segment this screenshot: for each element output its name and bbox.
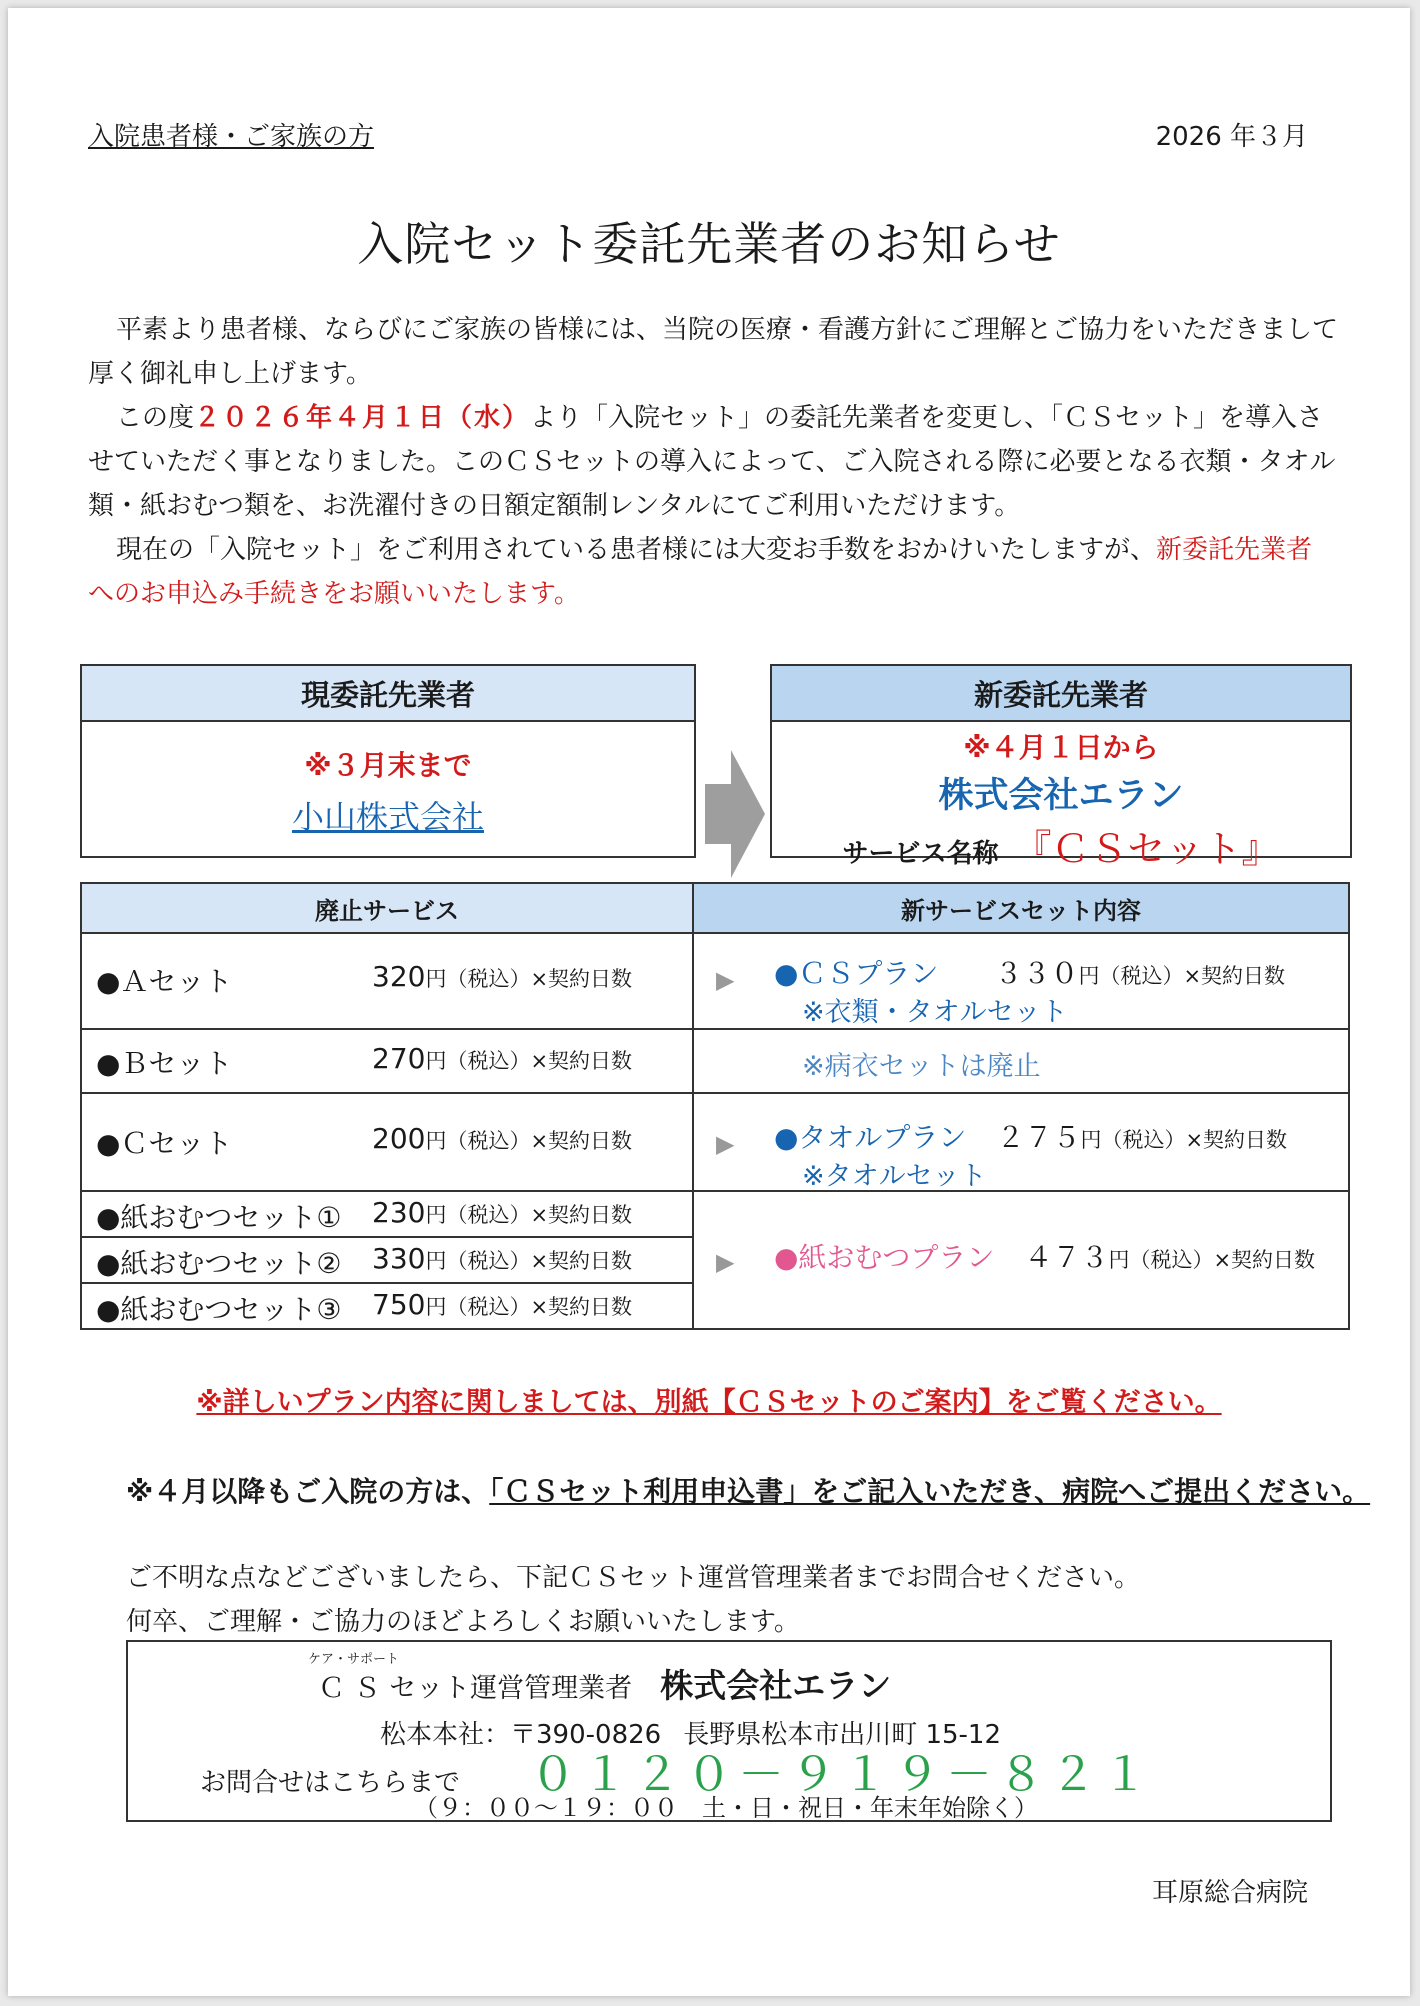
table-row: [81, 933, 1349, 1029]
service-price: [372, 1288, 632, 1321]
start-date: ２０２６年４月１日（水）: [194, 403, 531, 433]
per-day-note: ×契約日数: [1183, 964, 1286, 988]
service-name: 『ＣＳセット』: [1013, 827, 1280, 871]
service-name: ●Ａセット: [96, 965, 233, 998]
per-day-note: ×契約日数: [530, 1295, 633, 1319]
new-vendor-from: ※４月１日から: [963, 731, 1159, 764]
document-page: [8, 8, 1410, 1996]
table-row: [81, 1191, 1349, 1237]
arrow-right-icon: [705, 750, 765, 878]
postal-code: 〒390-0826: [510, 1720, 662, 1750]
price-value: 230: [372, 1196, 426, 1229]
intro-paragraph-2: [88, 396, 1338, 528]
table-row: [81, 1093, 1349, 1191]
diaper-plan-price: ４７３: [1024, 1241, 1109, 1274]
discontinued-services-heading: 廃止サービス: [81, 883, 693, 933]
tax-note: （税込）: [446, 1203, 531, 1227]
old-service-diaper-1: [81, 1191, 693, 1237]
plan-details-notice: [8, 1380, 1410, 1419]
intro-text: [88, 308, 1338, 616]
cs-label: Ｃ Ｓ: [318, 1673, 381, 1704]
service-name-label: サービス名称: [842, 839, 999, 869]
per-day-note: ×契約日数: [530, 967, 633, 991]
recipient-line: 入院患者様・ご家族の方: [88, 122, 375, 152]
table-row: [81, 1029, 1349, 1093]
yen-unit: 円: [1080, 1128, 1102, 1152]
service-name: ●紙おむつセット③: [96, 1293, 342, 1326]
yen-unit: 円: [425, 1249, 447, 1273]
service-comparison-table: [80, 882, 1350, 1330]
towel-plan-cell: [693, 1093, 1349, 1191]
application-notice: [126, 1470, 1370, 1510]
tax-note: （税込）: [446, 1049, 531, 1073]
closing-line-2: 何卒、ご理解・ご協力のほどよろしくお願いいたします。: [126, 1607, 800, 1637]
cs-plan-note: ※衣類・タオルセット: [802, 997, 1068, 1028]
intro-paragraph-1: 平素より患者様、ならびにご家族の皆様には、当院の医療・看護方針にご理解とご協力をいただきまして厚く御礼申し上げます。: [88, 315, 1339, 389]
hospital-name: 耳原総合病院: [1151, 1878, 1308, 1908]
per-day-note: ×契約日数: [530, 1049, 633, 1073]
table-header-row: [81, 883, 1349, 933]
tax-note: （税込）: [1129, 1248, 1214, 1272]
inquiry-label: お問合せはこちらまで: [200, 1768, 461, 1798]
yen-unit: 円: [425, 967, 447, 991]
price-value: 330: [372, 1242, 426, 1275]
service-name: ●紙おむつセット①: [96, 1201, 342, 1234]
tax-note: （税込）: [446, 1295, 531, 1319]
closing-line-1: ご不明な点などございましたら、下記ＣＳセット運営管理業者までお問合せください。: [126, 1563, 1141, 1593]
per-day-note: ×契約日数: [1185, 1128, 1288, 1152]
operator-line: [318, 1660, 891, 1707]
application-notice-pre: ※４月以降もご入院の方は、: [126, 1475, 490, 1508]
service-price: [372, 1242, 632, 1275]
tax-note: （税込）: [446, 1249, 531, 1273]
new-vendor-heading: 新委託先業者: [772, 666, 1350, 722]
cs-plan-price: ３３０: [994, 957, 1079, 990]
cs-plan-name: ●ＣＳプラン: [774, 957, 939, 990]
towel-plan-name: ●タオルプラン: [774, 1121, 967, 1154]
new-vendor-box: [770, 664, 1352, 871]
old-service-b: [81, 1029, 693, 1093]
yen-unit: 円: [425, 1049, 447, 1073]
cs-ruby: ケア・サポート: [308, 1652, 400, 1667]
current-vendor-heading: 現委託先業者: [82, 666, 694, 722]
contact-box: [126, 1640, 1332, 1822]
per-day-note: ×契約日数: [530, 1203, 633, 1227]
tax-note: （税込）: [446, 967, 531, 991]
intro-p2-post: より「入院セット」の委託先業者を変更し、「ＣＳセット」を導入させていただく事となりました。このＣＳセットの導入によって、ご入院される際に必要となる衣類・タオル類・紙おむつ類を、お洗濯付きの日額定額制レンタルにてご利用いただけます。: [88, 403, 1336, 521]
towel-plan-line: [774, 1116, 1287, 1156]
tax-note: （税込）: [446, 1129, 531, 1153]
current-vendor-box: [80, 664, 696, 858]
page-title: 入院セット委託先業者のお知らせ: [357, 217, 1061, 271]
application-form-text: 「ＣＳセット利用申込書」をご記入いただき、病院へご提出ください。: [489, 1475, 1371, 1508]
towel-plan-note: ※タオルセット: [802, 1161, 987, 1192]
per-day-note: ×契約日数: [530, 1129, 633, 1153]
per-day-note: ×契約日数: [530, 1249, 633, 1273]
intro-p2-pre: この度: [116, 403, 195, 433]
closing-text: [126, 1556, 1140, 1644]
towel-plan-price: ２７５: [996, 1121, 1081, 1154]
old-service-diaper-3: [81, 1283, 693, 1329]
phone-number[interactable]: ０１２０－９１９－８２１: [530, 1747, 1154, 1801]
triangle-right-icon: ▶: [716, 1130, 735, 1158]
cs-plan-cell: [693, 933, 1349, 1029]
old-service-diaper-2: [81, 1237, 693, 1283]
gown-note-cell: [693, 1029, 1349, 1093]
price-value: 320: [372, 960, 426, 993]
new-vendor-body: [772, 726, 1350, 873]
operator-label: セット運営管理業者: [389, 1673, 633, 1704]
new-vendor-name: 株式会社エラン: [938, 776, 1184, 816]
current-vendor-name: 小山株式会社: [291, 798, 484, 836]
operator-company: 株式会社エラン: [660, 1666, 892, 1705]
service-name: ●紙おむつセット②: [96, 1247, 342, 1280]
price-value: 200: [372, 1122, 426, 1155]
triangle-right-icon: ▶: [716, 1248, 735, 1276]
price-value: 270: [372, 1042, 426, 1075]
business-hours: （９：００～１９：００ 土・日・祝日・年末年始除く）: [414, 1794, 1038, 1822]
price-value: 750: [372, 1288, 426, 1321]
address: 長野県松本市出川町 15-12: [683, 1720, 1002, 1750]
service-price: [372, 1122, 632, 1155]
intro-p3-red: 新委託先業者へのお申込み手続きをお願いいたします。: [88, 535, 1313, 609]
service-name-line: [772, 818, 1350, 873]
triangle-right-icon: ▶: [716, 966, 735, 994]
intro-paragraph-3: [88, 528, 1338, 616]
yen-unit: 円: [425, 1129, 447, 1153]
service-name: ●Ｂセット: [96, 1047, 233, 1080]
yen-unit: 円: [425, 1295, 447, 1319]
yen-unit: 円: [1108, 1248, 1130, 1272]
address-label: 松本本社：: [380, 1720, 511, 1750]
old-service-a: [81, 933, 693, 1029]
issue-date: 2026 年３月: [1155, 122, 1308, 152]
diaper-plan-line: [774, 1236, 1315, 1276]
gown-discontinued-note: ※病衣セットは廃止: [802, 1051, 1041, 1082]
per-day-note: ×契約日数: [1213, 1248, 1316, 1272]
diaper-plan-name: ●紙おむつプラン: [774, 1241, 995, 1274]
service-price: [372, 1042, 632, 1075]
service-price: [372, 960, 632, 993]
yen-unit: 円: [425, 1203, 447, 1227]
current-vendor-body: [82, 744, 694, 838]
service-price: [372, 1196, 632, 1229]
service-name: ●Ｃセット: [96, 1127, 233, 1160]
yen-unit: 円: [1078, 964, 1100, 988]
new-services-heading: 新サービスセット内容: [693, 883, 1349, 933]
old-service-c: [81, 1093, 693, 1191]
plan-details-text: ※詳しいプラン内容に関しましては、別紙【ＣＳセットのご案内】をご覧ください。: [196, 1387, 1222, 1418]
cs-plan-line: [774, 952, 1285, 992]
tax-note: （税込）: [1101, 1128, 1186, 1152]
current-vendor-until: ※３月末まで: [304, 749, 472, 782]
tax-note: （税込）: [1099, 964, 1184, 988]
intro-p3-pre: 現在の「入院セット」をご利用されている患者様には大変お手数をおかけいたしますが、: [116, 535, 1157, 565]
diaper-plan-cell: [693, 1191, 1349, 1329]
